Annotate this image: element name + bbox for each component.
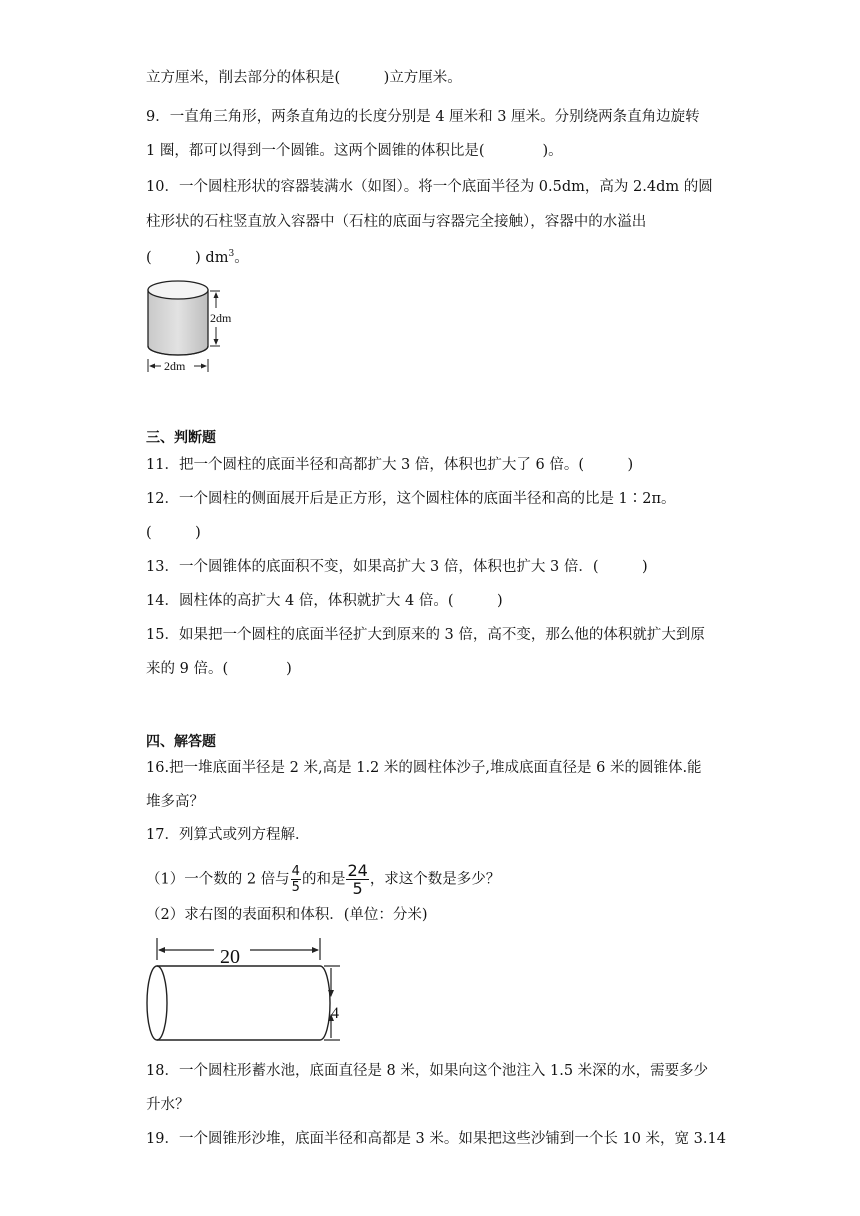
height-label: 2dm (210, 311, 232, 325)
answer-blank-line: ( ) $dm^3$。 (146, 249, 249, 266)
answer-blank: ( ) (146, 525, 201, 541)
text-line: 柱形状的石柱竖直放入容器中（石柱的底面与容器完全接触），容器中的水溢出 (146, 214, 647, 230)
text-line: 来的 9 倍。( ) (146, 661, 292, 677)
question-18: 18．一个圆柱形蓄水池，底面直径是 8 米，如果向这个池注入 1.5 米深的水，需要多少 (146, 1063, 709, 1079)
text-line: 立方厘米，削去部分的体积是( )立方厘米。 (146, 70, 462, 86)
text-line: 升水？ (146, 1097, 190, 1113)
question-9: 9．一直角三角形，两条直角边的长度分别是 4 厘米和 3 厘米。分别绕两条直角边旋转 (146, 109, 700, 125)
text-line: 1 圈，都可以得到一个圆锥。这两个圆锥的体积比是( )。 (146, 143, 563, 159)
horizontal-cylinder-figure (140, 930, 350, 1044)
width-label: 2dm (164, 359, 186, 373)
diameter-label: 4 (331, 1005, 339, 1022)
question-12: 12．一个圆柱的侧面展开后是正方形，这个圆柱体的底面半径和高的比是 1∶2π。 (146, 491, 676, 507)
question-13: 13．一个圆锥体的底面积不变，如果高扩大 3 倍，体积也扩大 3 倍．( ) (146, 559, 648, 575)
question-14: 14．圆柱体的高扩大 4 倍，体积就扩大 4 倍。( ) (146, 593, 503, 609)
question-19: 19．一个圆锥形沙堆，底面半径和高都是 3 米。如果把这些沙铺到一个长 10 米，宽 3.14 (146, 1131, 726, 1147)
cylinder-figure (140, 272, 246, 378)
section-heading-judgment: 三、判断题 (146, 430, 216, 446)
text-line: 堆多高？ (146, 794, 204, 810)
length-label: 20 (220, 946, 240, 968)
question-15: 15．如果把一个圆柱的底面半径扩大到原来的 3 倍，高不变，那么他的体积就扩大到原 (146, 627, 705, 643)
question-11: 11．把一个圆柱的底面半径和高都扩大 3 倍，体积也扩大了 6 倍。( ) (146, 457, 634, 473)
question-16: 16.把一堆底面半径是 2 米,高是 1.2 米的圆柱体沙子,堆成底面直径是 6 米的圆锥体.能 (146, 760, 702, 776)
question-17-part-1: （1）一个数的 2 倍与 $\frac{4}{5}$ 的和是 $\frac{24}{5}$ ，求这个数是多少？ (146, 861, 501, 898)
question-10: 10．一个圆柱形状的容器装满水（如图）。将一个底面半径为 0.5dm，高为 2.4dm 的圆 (146, 179, 713, 195)
fraction-4-5: $\frac{4}{5}$ (291, 864, 300, 895)
question-17: 17．列算式或列方程解． (146, 827, 310, 843)
question-17-part-2: （2）求右图的表面积和体积．(单位：分米) (146, 907, 428, 923)
fraction-24-5: $\frac{24}{5}$ (347, 861, 368, 898)
section-heading-solve: 四、解答题 (146, 734, 216, 750)
